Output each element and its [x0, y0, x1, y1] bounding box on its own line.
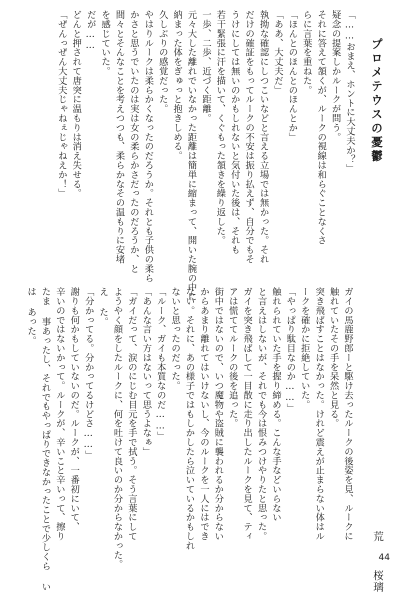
text-column: やはりルークは柔らかくなったのだろうか。それとも子供の柔ら [142, 10, 154, 283]
text-column: 「分かってる。分かってるけどさ……」 [82, 287, 94, 460]
text-column: どんと押されて唐突に温もりは消え失せる。 [70, 10, 82, 198]
text-column: 謝りも何かもしていないのだ。ルークが、一番初にいて、 [68, 287, 80, 532]
text-column: 触れていたその手を呆然と見る。 [327, 287, 339, 428]
author-family-name: 荒 [372, 531, 384, 543]
text-column: 「ぜんっぜん大丈夫じゃねぇじゃねえか！」 [55, 10, 67, 198]
page-number: 44 [378, 553, 390, 563]
text-column: 「ほんとのほんとのほんとか」 [286, 10, 298, 142]
text-column: だけの確証をもってルークの不安は振り払えず、自分でもそ [243, 10, 255, 264]
upper-text-block [14, 10, 388, 302]
text-column: 「……おまえ、ホントに大丈夫か？」 [344, 10, 355, 174]
text-column: 「やっぱり駄目なのか……」 [284, 287, 296, 413]
text-column: それに答えて頷くが、ルークの視線は和らぐことなくさ [315, 10, 327, 245]
author-given-name: 桜璃 [372, 569, 384, 593]
text-column: ガイを突き飛ばして一目散に走り出したルークを見て、ティ [241, 287, 253, 541]
text-column: 疑念の提案しかルークが問う。 [329, 10, 341, 142]
text-column: からあまり離れてはいけないし、今のルークを一人にはでき [197, 287, 209, 541]
text-column: アは慌ててルークの後を追った。 [226, 287, 238, 428]
text-column: たま 事あったし、それでもやっぱりできなかったことで少しくら い [39, 287, 51, 592]
text-column: かさと思うでいたのは実は女の柔らかさだったのだろうか、と [127, 10, 139, 274]
text-column: らに言葉を重ねた。 [300, 10, 312, 95]
text-column: は あった。 [25, 287, 37, 346]
text-column: 「ああ、大丈夫だ」 [271, 10, 283, 95]
text-column: 辛いのではないかって。ルークが、辛いこと辛いって、擦り [53, 287, 65, 541]
text-column: を感じていた。 [99, 10, 111, 76]
text-column: だが…… [84, 10, 96, 52]
text-column: 執拗な確認にしつこいなどと言える立場では無かった。それ [257, 10, 269, 264]
text-column: 「ガイだって、涙のにじむ目元を手で拭う。そう言葉にして [125, 287, 137, 541]
text-column: 突き飛ばすことはなかった。けれど震えが止まらない体はル [313, 287, 325, 541]
text-column: 若干緊張に汗を描いて、くぐもった頷きを繰り返した。 [214, 10, 226, 245]
text-column: 間々とそんなことを考えつつも、柔らかなその温もりに安堵 [113, 10, 125, 264]
text-column: ークを確かに拒絶していた。 [298, 287, 310, 410]
text-column: 触れられていた手を握り締める。こんな手などいらない [269, 287, 281, 522]
text-column: 納まった体をぎゅっと抱きしめる。 [171, 10, 183, 161]
text-column: うけにしては無いのかもしれないと気付いた後は、それも [228, 10, 240, 255]
story-title: プロメテウスの憂鬱 [370, 38, 384, 164]
text-column: 一歩、二歩、近づく距離。 [199, 10, 211, 123]
text-column: 「あんな言い方はないって思うよなぁ」 [140, 287, 152, 457]
text-column: 街中ではないので、いつ魔物や盗賊に襲われるか分からない [212, 287, 224, 541]
text-column: 元々大した離れでいなかった距離は簡単に縮まって、開いた腕の中に [185, 10, 197, 302]
text-column: え た。 [97, 287, 109, 327]
text-column: と言えはしないが、それでも今は恨みつけやりたと思った。 [255, 287, 267, 541]
text-column: ガイの馬鹿野郎ーと駆け去ったルークの後姿を見、ルークに [342, 287, 353, 541]
text-column: 久しぶりの感覚だった。 [156, 10, 168, 114]
text-column: 「ルーク、ガイも本質なのだ……」 [154, 287, 166, 441]
text-column: ようやく顔をしたルークに、何を吐けて良いのか分からなかった。 [111, 287, 123, 569]
text-column: ないと思ったのだった。 [169, 287, 181, 391]
text-column: ない。それに、あの様子ではもしかしたら泣いているかもしれ [183, 287, 195, 551]
